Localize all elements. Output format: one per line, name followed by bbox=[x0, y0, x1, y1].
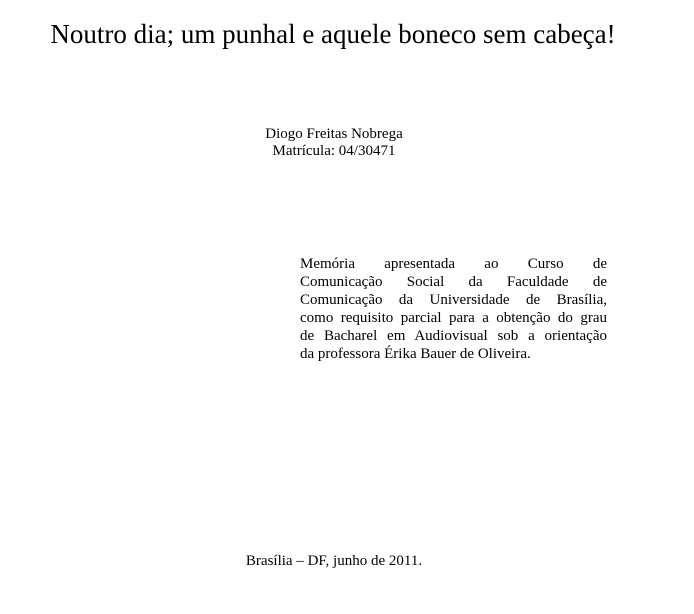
memoir-line: da professora Érika Bauer de Oliveira. bbox=[300, 346, 531, 362]
registration-number: Matrícula: 04/30471 bbox=[272, 143, 396, 159]
memoir-statement bbox=[300, 255, 607, 363]
memoir-line: como requisito parcial para a obtenção do grau bbox=[300, 310, 607, 326]
memoir-line: Memória apresentada ao Curso de bbox=[300, 256, 607, 272]
author-block bbox=[234, 126, 434, 160]
document-title: Noutro dia; um punhal e aquele boneco sem cabeça! bbox=[50, 19, 616, 49]
memoir-line: Comunicação Social da Faculdade de bbox=[300, 274, 607, 290]
author-name: Diogo Freitas Nobrega bbox=[265, 126, 403, 142]
place-and-date: Brasília – DF, junho de 2011. bbox=[245, 553, 423, 569]
memoir-line: de Bacharel em Audiovisual sob a orientação bbox=[300, 328, 607, 344]
memoir-line: Comunicação da Universidade de Brasília, bbox=[300, 292, 607, 308]
